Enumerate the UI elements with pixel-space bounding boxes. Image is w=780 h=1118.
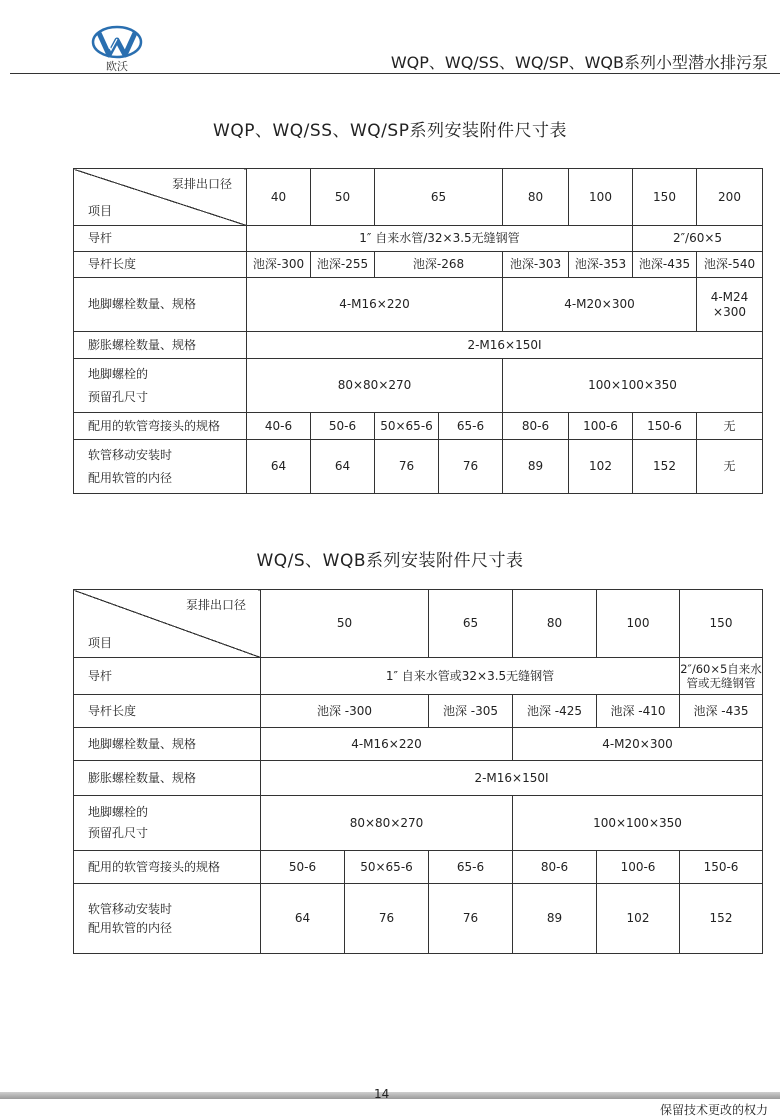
size-header: 100 <box>597 590 680 658</box>
table2 <box>73 589 763 954</box>
table-cell: 50-6 <box>261 851 345 884</box>
table-cell <box>680 658 763 695</box>
footer-note: 保留技术更改的权力 <box>659 1103 768 1117</box>
table-cell: 池深 -305 <box>429 695 513 728</box>
table-cell: 50-6 <box>311 413 375 440</box>
cell-line: 2″/60×5自来水 <box>680 661 762 676</box>
table-row <box>74 332 763 359</box>
table-row <box>74 761 763 796</box>
table-cell: 2″/60×5 <box>633 226 763 252</box>
row-label: 导杆 <box>74 658 261 695</box>
table-cell: 50×65-6 <box>345 851 429 884</box>
table-cell: 152 <box>633 440 697 494</box>
table-row <box>74 169 763 226</box>
table-cell: 100×100×350 <box>503 359 763 413</box>
table-row <box>74 884 763 954</box>
size-header: 65 <box>429 590 513 658</box>
table-cell: 76 <box>375 440 439 494</box>
corner-header-cell <box>74 590 261 658</box>
cell-line: 4-M24 <box>710 289 749 304</box>
label-line: 配用软管的内径 <box>88 920 173 935</box>
brand-name: 欧沃 <box>106 60 128 73</box>
table-cell: 150-6 <box>680 851 763 884</box>
corner-top-label: 泵排出口径 <box>185 598 246 612</box>
table-cell: 1″ 自来水管/32×3.5无缝钢管 <box>247 226 633 252</box>
table-cell: 80-6 <box>503 413 569 440</box>
header-divider <box>10 73 780 74</box>
table-cell: 池深-540 <box>697 252 763 278</box>
table-cell: 65-6 <box>439 413 503 440</box>
row-label <box>74 796 261 851</box>
label-line: 软管移动安装时 <box>88 447 173 462</box>
table-cell: 池深 -435 <box>680 695 763 728</box>
table-row <box>74 252 763 278</box>
table-cell: 100×100×350 <box>513 796 763 851</box>
table-row <box>74 728 763 761</box>
table-cell: 80×80×270 <box>247 359 503 413</box>
table1 <box>73 168 763 494</box>
row-label <box>74 884 261 954</box>
size-header: 80 <box>513 590 597 658</box>
table-cell: 102 <box>597 884 680 954</box>
table-cell: 76 <box>439 440 503 494</box>
size-header: 50 <box>261 590 429 658</box>
table-cell: 76 <box>345 884 429 954</box>
table-cell: 64 <box>261 884 345 954</box>
label-line: 软管移动安装时 <box>88 901 173 916</box>
table-row <box>74 440 763 494</box>
table-cell: 64 <box>247 440 311 494</box>
table-row <box>74 796 763 851</box>
label-line: 预留孔尺寸 <box>88 389 149 404</box>
row-label: 地脚螺栓数量、规格 <box>74 278 247 332</box>
table-cell: 池深 -425 <box>513 695 597 728</box>
table-cell: 89 <box>513 884 597 954</box>
footer-bar <box>0 1092 780 1099</box>
table-cell <box>697 278 763 332</box>
table-cell: 池深 -300 <box>261 695 429 728</box>
size-header: 100 <box>569 169 633 226</box>
table-cell: 无 <box>697 413 763 440</box>
table-cell: 池深-435 <box>633 252 697 278</box>
table-cell: 池深-353 <box>569 252 633 278</box>
header-title: WQP、WQ/SS、WQ/SP、WQB系列小型潜水排污泵 <box>390 53 768 72</box>
table-cell: 50×65-6 <box>375 413 439 440</box>
table-cell: 1″ 自来水管或32×3.5无缝钢管 <box>261 658 680 695</box>
size-header: 150 <box>633 169 697 226</box>
table-cell: 64 <box>311 440 375 494</box>
table-cell: 2-M16×150Ⅰ <box>247 332 763 359</box>
table-cell: 65-6 <box>429 851 513 884</box>
row-label: 膨胀螺栓数量、规格 <box>74 761 261 796</box>
table-cell: 100-6 <box>597 851 680 884</box>
row-label: 地脚螺栓数量、规格 <box>74 728 261 761</box>
cell-line: ×300 <box>713 304 746 319</box>
table-row <box>74 658 763 695</box>
table-cell: 4-M16×220 <box>247 278 503 332</box>
corner-top-label: 泵排出口径 <box>171 177 232 191</box>
table-cell: 池深-303 <box>503 252 569 278</box>
table-cell: 池深 -410 <box>597 695 680 728</box>
row-label: 配用的软管弯接头的规格 <box>74 413 247 440</box>
table-cell: 池深-300 <box>247 252 311 278</box>
row-label: 导杆长度 <box>74 252 247 278</box>
size-header: 200 <box>697 169 763 226</box>
label-line: 配用软管的内径 <box>88 470 173 485</box>
table-cell: 89 <box>503 440 569 494</box>
table-cell: 150-6 <box>633 413 697 440</box>
table-cell: 4-M16×220 <box>261 728 513 761</box>
size-header: 80 <box>503 169 569 226</box>
table-cell: 102 <box>569 440 633 494</box>
table2-title: WQ/S、WQB系列安装附件尺寸表 <box>256 551 524 571</box>
cell-line: 管或无缝钢管 <box>686 676 756 690</box>
size-header: 50 <box>311 169 375 226</box>
row-label: 导杆长度 <box>74 695 261 728</box>
table-row <box>74 359 763 413</box>
table-row <box>74 851 763 884</box>
label-line: 预留孔尺寸 <box>88 826 149 840</box>
table-row <box>74 590 763 658</box>
page-number: 14 <box>374 1087 390 1101</box>
label-line: 地脚螺栓的 <box>88 366 149 381</box>
size-header: 65 <box>375 169 503 226</box>
table-cell: 2-M16×150Ⅰ <box>261 761 763 796</box>
corner-header-cell <box>74 169 247 226</box>
table-row <box>74 695 763 728</box>
table-cell: 池深-255 <box>311 252 375 278</box>
row-label <box>74 440 247 494</box>
size-header: 150 <box>680 590 763 658</box>
row-label: 膨胀螺栓数量、规格 <box>74 332 247 359</box>
size-header: 40 <box>247 169 311 226</box>
table-cell: 无 <box>697 440 763 494</box>
table-cell: 80-6 <box>513 851 597 884</box>
row-label <box>74 359 247 413</box>
table-cell: 80×80×270 <box>261 796 513 851</box>
table-row <box>74 226 763 252</box>
table1-title: WQP、WQ/SS、WQ/SP系列安装附件尺寸表 <box>213 121 567 141</box>
row-label: 配用的软管弯接头的规格 <box>74 851 261 884</box>
table-cell: 100-6 <box>569 413 633 440</box>
row-label: 导杆 <box>74 226 247 252</box>
corner-bottom-label: 项目 <box>88 204 113 218</box>
table-cell: 4-M20×300 <box>513 728 763 761</box>
table-cell: 152 <box>680 884 763 954</box>
table-cell: 76 <box>429 884 513 954</box>
table-cell: 4-M20×300 <box>503 278 697 332</box>
table-row <box>74 278 763 332</box>
table-row <box>74 413 763 440</box>
table-cell: 40-6 <box>247 413 311 440</box>
table-cell: 池深-268 <box>375 252 503 278</box>
corner-bottom-label: 项目 <box>88 636 113 650</box>
label-line: 地脚螺栓的 <box>88 805 149 819</box>
